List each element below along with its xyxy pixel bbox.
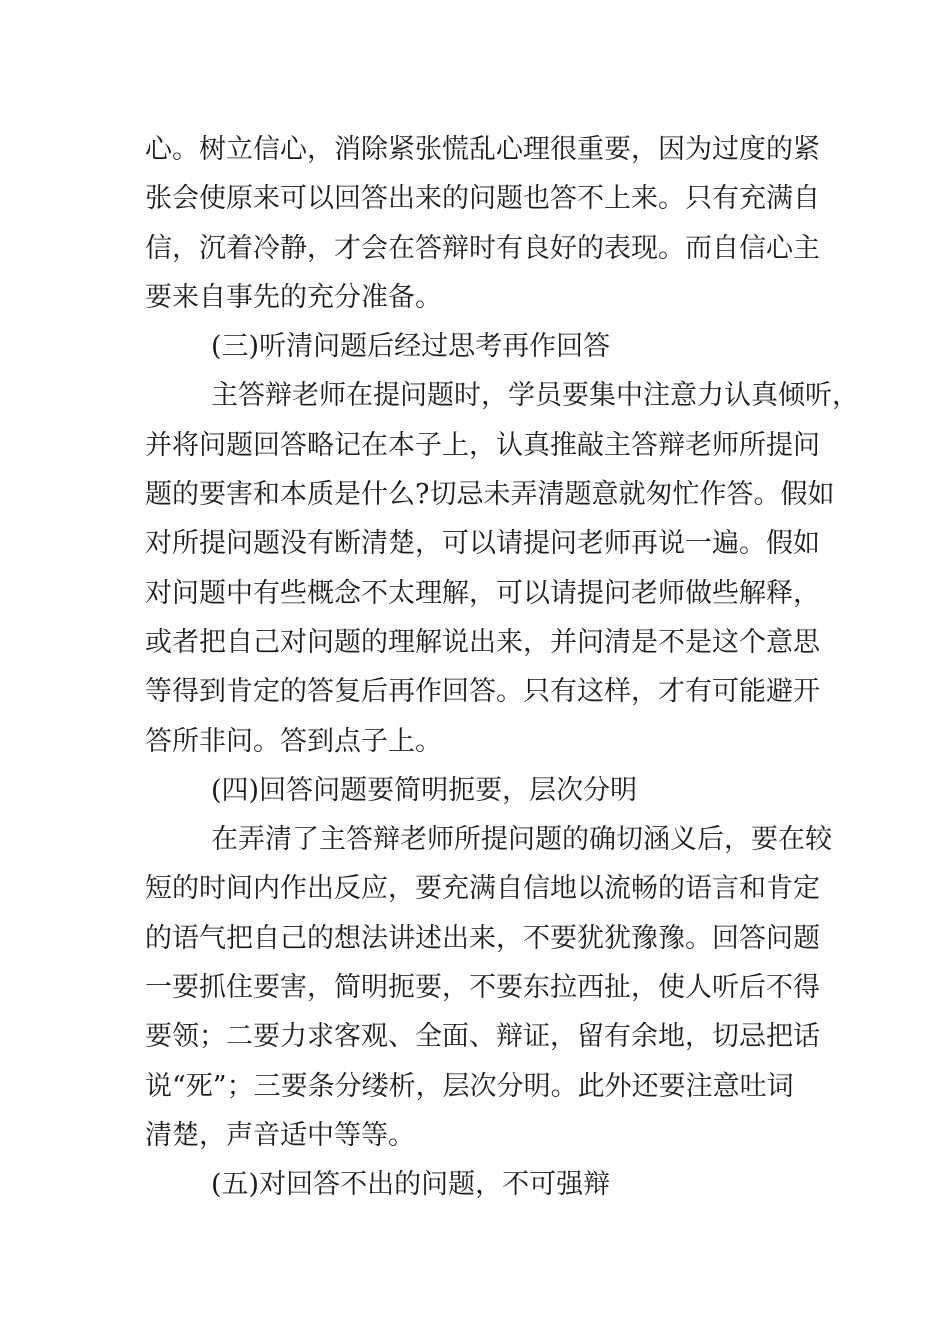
text-line: 对问题中有些概念不太理解，可以请提问老师做些解释， [145, 577, 820, 609]
paragraph-start-line: (四)回答问题要简明扼要，层次分明 [211, 774, 638, 806]
document-body [145, 125, 859, 1210]
text-line: 信，沉着冷静，才会在答辩时有良好的表现。而自信心主 [145, 232, 820, 264]
paragraph-start-line: (三)听清问题后经过思考再作回答 [211, 331, 611, 363]
paragraph-start-line: 在弄清了主答辩老师所提问题的确切涵义后，要在较 [211, 824, 832, 856]
text-line: 心。树立信心，消除紧张慌乱心理很重要，因为过度的紧 [145, 134, 820, 165]
text-line: 张会使原来可以回答出来的问题也答不上来。只有充满自 [145, 183, 820, 215]
paragraph-start-line: 主答辩老师在提问题时，学员要集中注意力认真倾听， [211, 380, 859, 412]
text-line: 说“死”；三要条分缕析，层次分明。此外还要注意吐词 [145, 1070, 794, 1102]
text-line: 等得到肯定的答复后再作回答。只有这样，才有可能避开 [145, 676, 820, 708]
paragraph-start-line: (五)对回答不出的问题，不可强辩 [211, 1169, 611, 1201]
text-line: 短的时间内作出反应，要充满自信地以流畅的语言和肯定 [145, 873, 820, 905]
text-line: 或者把自己对问题的理解说出来，并问清是不是这个意思 [145, 626, 820, 658]
text-line: 要领；二要力求客观、全面、辩证，留有余地，切忌把话 [145, 1021, 820, 1053]
text-line: 的语气把自己的想法讲述出来，不要犹犹豫豫。回答问题 [145, 922, 820, 954]
text-line: 对所提问题没有断清楚，可以请提问老师再说一遍。假如 [145, 528, 820, 560]
text-line: 要来自事先的充分准备。 [145, 281, 442, 313]
text-line: 答所非问。答到点子上。 [145, 725, 442, 757]
text-line: 一要抓住要害，简明扼要，不要东拉西扯，使人听后不得 [145, 972, 820, 1004]
text-line: 并将问题回答略记在本子上，认真推敲主答辩老师所提问 [145, 429, 820, 461]
text-line: 清楚，声音适中等等。 [145, 1119, 415, 1151]
text-line: 题的要害和本质是什么?切忌未弄清题意就匆忙作答。假如 [145, 479, 835, 511]
